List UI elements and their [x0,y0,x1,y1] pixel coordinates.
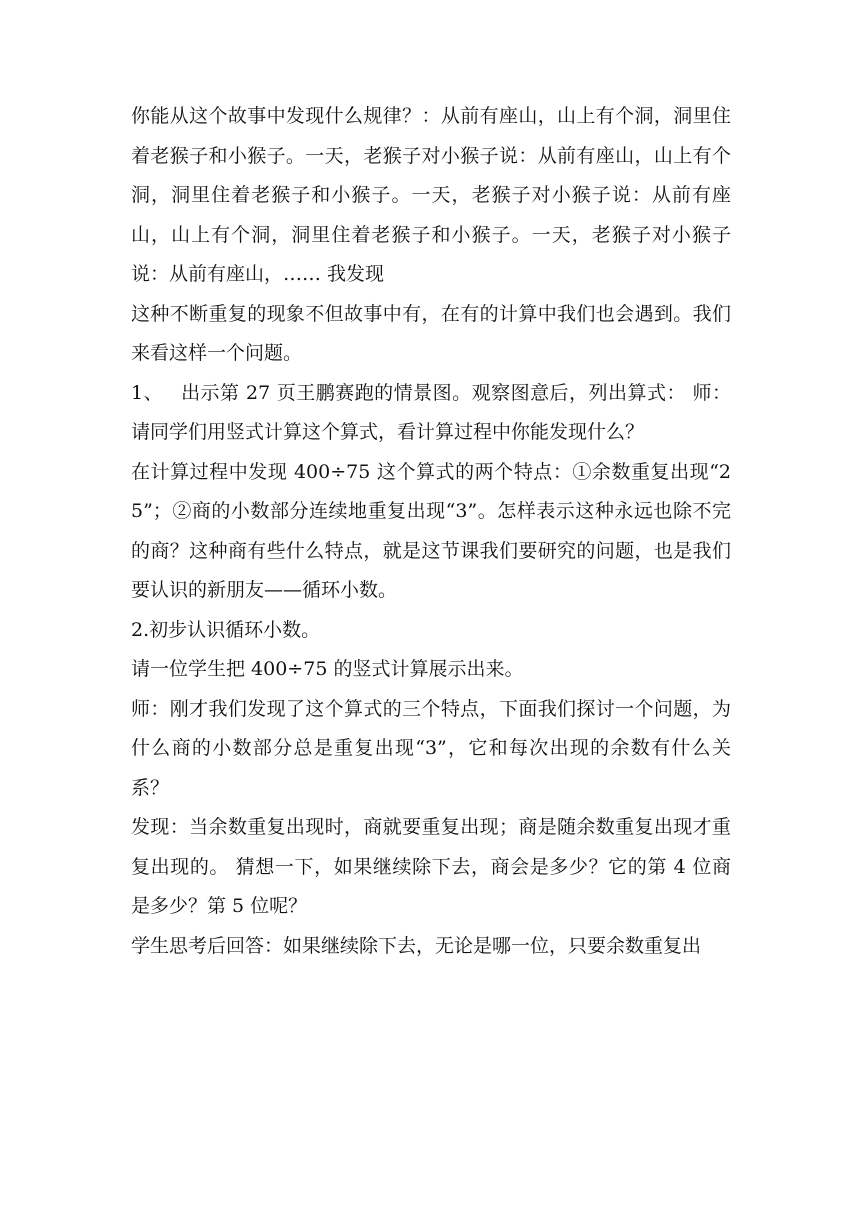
paragraph-student-demo: 请一位学生把 400÷75 的竖式计算展示出来。 [131,658,524,680]
paragraph-student-answer: 学生思考后回答：如果继续除下去，无论是哪一位，只要余数重复出 [131,934,702,957]
paragraph-step-1 [131,374,731,453]
paragraph-step-2-heading: 2.初步认识循环小数。 [131,618,321,641]
paragraph-teacher-question: 师：刚才我们发现了这个算式的三个特点，下面我们探讨一个问题，为什么商的小数部分总是重复出现“3”，它和每次出现的余数有什么关系？ [131,697,731,799]
paragraph-repetition: 这种不断重复的现象不但故事中有，在有的计算中我们也会遇到。我们来看这样一个问题。 [131,302,731,364]
paragraph-discovery: 发现：当余数重复出现时，商就要重复出现；商是随余数重复出现才重复出现的。 猜想一下，如果继续除下去，商会是多少？它的第 4 位商是多少？第 5 位呢？ [131,816,731,917]
list-text: 出示第 27 页王鹏赛跑的情景图。观察图意后，列出算式： 师：请同学们用竖式计算这个算式，看计算过程中你能发现什么？ [131,381,731,443]
paragraph-story: 你能从这个故事中发现什么规律？：从前有座山，山上有个洞，洞里住着老猴子和小猴子。一天，老猴子对小猴子说：从前有座山，山上有个洞，洞里住着老猴子和小猴子。一天，老猴子对小猴子说：从前有座山，山上有个洞，洞里住着老猴子和小猴子。一天，老猴子对小猴子说：从前有座山，…… 我发现 [131,105,731,285]
list-number: 1、 [131,381,164,404]
paragraph-features: 在计算过程中发现 400÷75 这个算式的两个特点：①余数重复出现“25”；②商的小数部分连续地重复出现“3”。怎样表示这种永远也除不完的商？这种商有些什么特点，就是这节课我们要研究的问题，也是我们要认识的新朋友——循环小数。 [131,460,731,601]
document-body [131,97,731,966]
